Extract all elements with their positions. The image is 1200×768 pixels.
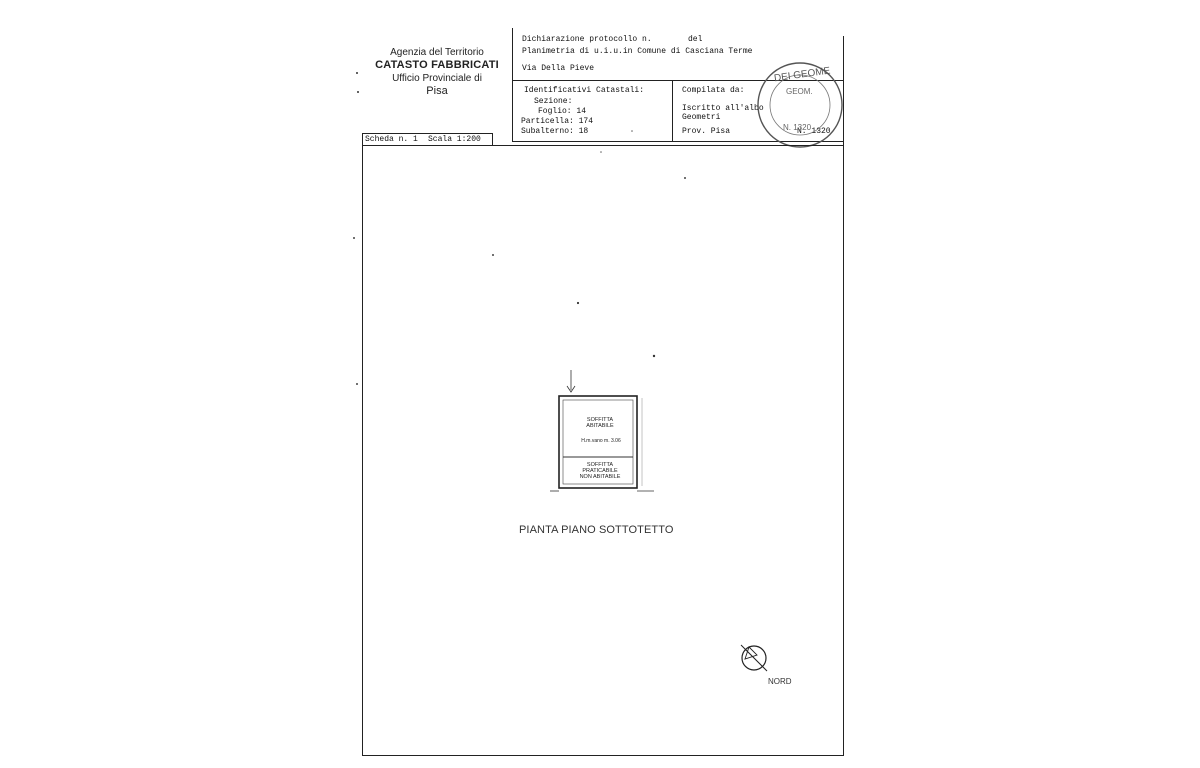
room2-line1: SOFFITTA — [586, 462, 614, 468]
stamp-number-text: N. 1320 — [783, 123, 812, 132]
room1-label — [565, 417, 635, 429]
province-label: Prov. Pisa — [682, 127, 731, 136]
scheda-label: Scheda n. 1 — [365, 135, 418, 144]
del-label: del — [688, 35, 703, 44]
province-name: Pisa — [426, 85, 448, 97]
frame-left — [362, 145, 363, 756]
north-compass — [737, 641, 777, 681]
surveyor-stamp — [750, 60, 850, 150]
office-name: Ufficio Provinciale di — [392, 73, 482, 84]
stamp-middle-text: GEOM. — [786, 87, 813, 96]
strip-right — [492, 133, 493, 145]
strip-bottom — [362, 145, 844, 146]
floorplan-title: PIANTA PIANO SOTTOTETTO — [519, 524, 674, 536]
room2-line3: NON ABITABILE — [579, 474, 621, 480]
profession-label: Geometri — [682, 113, 721, 122]
identifiers-heading: Identificativi Catastali: — [524, 86, 645, 95]
registration-number: N. 1320 — [797, 127, 831, 136]
header-frame-left — [512, 28, 513, 142]
strip-left — [362, 133, 363, 145]
room1-line1: SOFFITTA — [586, 417, 614, 423]
address: Via Della Pieve — [522, 64, 595, 73]
foglio: Foglio: 14 — [538, 107, 587, 116]
agency-header — [362, 46, 512, 98]
room1-line2: ABITABILE — [586, 423, 614, 429]
frame-bottom — [362, 755, 844, 756]
north-label: NORD — [768, 677, 792, 686]
room2-label — [565, 462, 635, 480]
frame-right — [843, 142, 844, 756]
scala-label: Scala 1:200 — [428, 135, 481, 144]
room2-line2: PRATICABILE — [582, 468, 618, 474]
agency-name: Agenzia del Territorio — [390, 47, 484, 58]
header-divider — [672, 80, 673, 142]
sezione: Sezione: — [534, 97, 573, 106]
protocol-label: Dichiarazione protocollo n. — [522, 35, 652, 44]
department-name: CATASTO FABBRICATI — [375, 59, 499, 71]
stamp-top-text: DEI GEOME — [773, 65, 832, 85]
plan-label: Planimetria di u.i.u.in Comune di Casciana Terme — [522, 47, 753, 56]
subalterno: Subalterno: 18 — [521, 127, 589, 136]
particella: Particella: 174 — [521, 117, 594, 126]
compiled-heading: Compilata da: — [682, 86, 745, 95]
registered-label: Iscritto all'albo — [682, 104, 764, 113]
room1-height: H.m.vano m. 3.06 — [581, 438, 621, 444]
strip-top — [362, 133, 492, 134]
